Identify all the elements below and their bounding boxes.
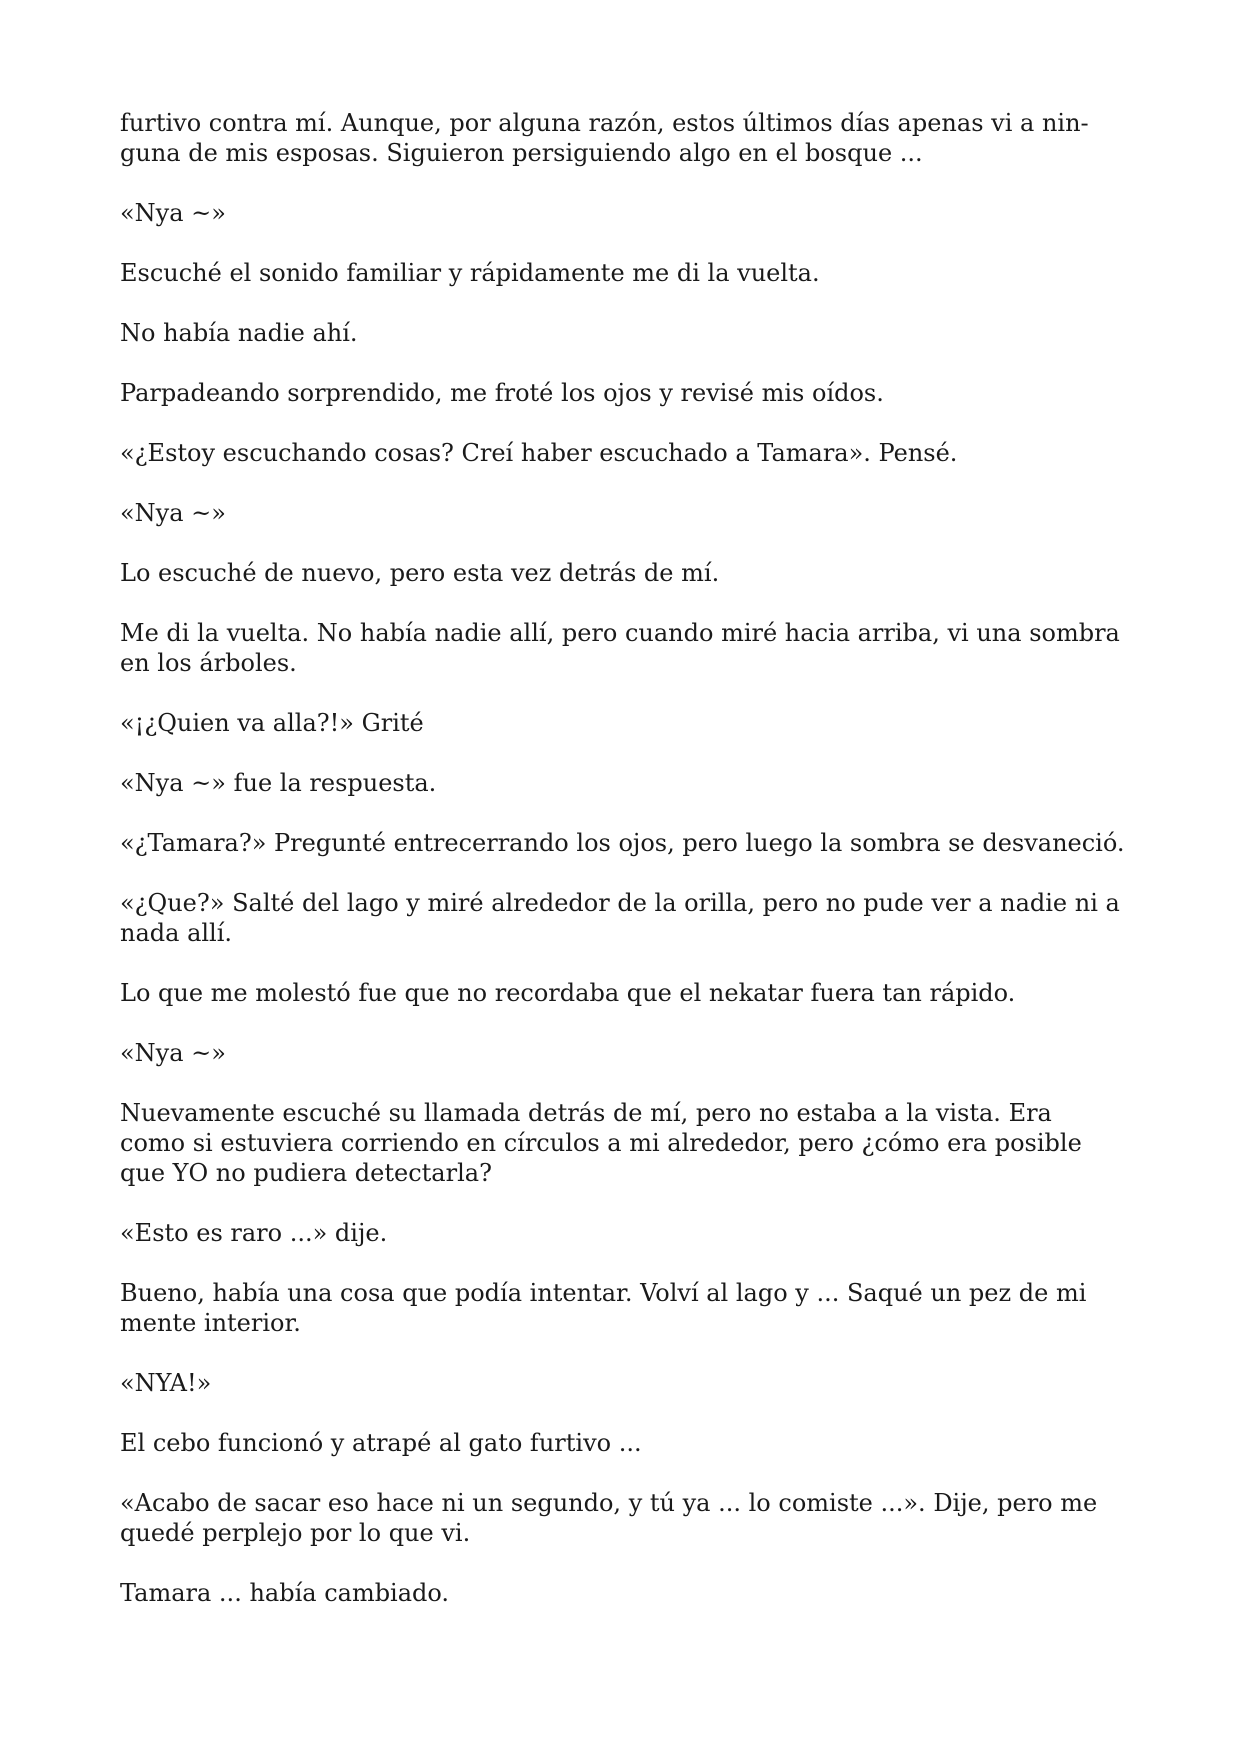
paragraph: «¿Tamara?» Pregunté entrecerrando los ojos, pero luego la sombra se desvaneció. <box>120 829 1125 857</box>
paragraph: furtivo contra mí. Aunque, por alguna razón, estos últimos días apenas vi a nin- guna de mis esposas. Siguieron persiguiendo algo en el bosque ... <box>120 109 1089 167</box>
paragraph: «¿Estoy escuchando cosas? Creí haber escuchado a Tamara». Pensé. <box>120 439 958 467</box>
paragraph: Me di la vuelta. No había nadie allí, pero cuando miré hacia arriba, vi una sombra en los árboles. <box>120 619 1120 677</box>
paragraph: Parpadeando sorprendido, me froté los ojos y revisé mis oídos. <box>120 379 884 407</box>
paragraph: «Nya ~» <box>120 199 226 227</box>
paragraph: Lo escuché de nuevo, pero esta vez detrás de mí. <box>120 559 720 587</box>
paragraph: «Acabo de sacar eso hace ni un segundo, y tú ya ... lo comiste ...». Dije, pero me quedé perplejo por lo que vi. <box>120 1489 1098 1547</box>
paragraph: El cebo funcionó y atrapé al gato furtivo ... <box>120 1429 642 1457</box>
paragraph: «Nya ~» <box>120 1039 226 1067</box>
paragraph: No había nadie ahí. <box>120 319 358 347</box>
paragraph: Lo que me molestó fue que no recordaba que el nekatar fuera tan rápido. <box>120 979 1016 1007</box>
paragraph: «NYA!» <box>120 1369 212 1397</box>
paragraph: Bueno, había una cosa que podía intentar. Volví al lago y ... Saqué un pez de mi mente interior. <box>120 1279 1087 1337</box>
paragraph: Escuché el sonido familiar y rápidamente me di la vuelta. <box>120 259 820 287</box>
paragraph: «¡¿Quien va alla?!» Grité <box>120 709 424 737</box>
paragraph: Nuevamente escuché su llamada detrás de mí, pero no estaba a la vista. Era como si estuviera corriendo en círculos a mi alrededor, pero ¿cómo era posible que YO no pudiera detectarla? <box>120 1099 1082 1187</box>
paragraph: «Nya ~» <box>120 499 226 527</box>
paragraph: «Esto es raro ...» dije. <box>120 1219 388 1247</box>
paragraph: «¿Que?» Salté del lago y miré alrededor de la orilla, pero no pude ver a nadie ni a nada allí. <box>120 889 1120 947</box>
paragraph: «Nya ~» fue la respuesta. <box>120 769 437 797</box>
paragraph: Tamara ... había cambiado. <box>120 1579 450 1607</box>
body-text <box>120 108 1128 1608</box>
